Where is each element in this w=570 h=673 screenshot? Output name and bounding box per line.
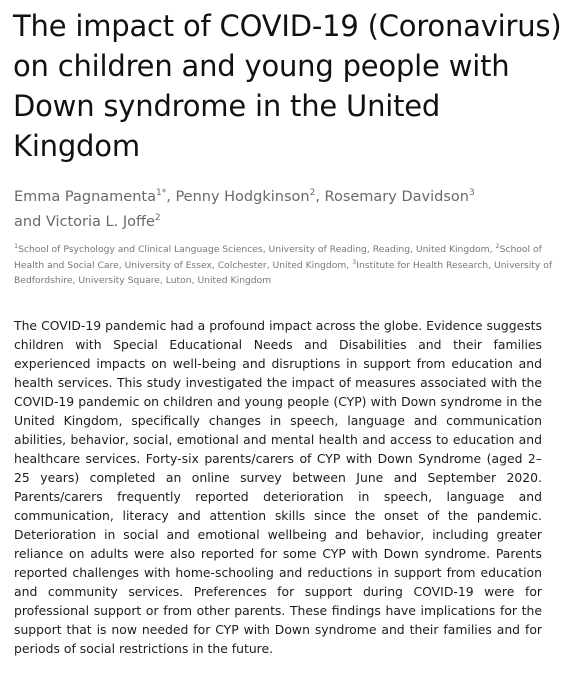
- author-affiliation-mark: 1*: [155, 188, 167, 199]
- affiliation-mark: 2: [495, 241, 500, 250]
- abstract-body: The COVID-19 pandemic had a profound impact across the globe. Evidence suggests children with Special Educational Needs and Disabilities and their families experienced impacts on well-being and disruptions in support from education and health services. This study investigated the impact of measures associated with the COVID-19 pandemic on children and young people (CYP) with Down syndrome in the United Kingdom, specifically changes in speech, language and communication abilities, behavior, social, emotional and mental health and access to education and healthcare services. Forty-six parents/carers of CYP with Down Syndrome (aged 2–25 years) completed an online survey between June and September 2020. Parents/carers frequently reported deterioration in speech, language and communication, literacy and attention skills since the onset of the pandemic. Deterioration in social and emotional wellbeing and behavior, including greater reliance on adults were also reported for some CYP with Down syndrome. Parents reported challenges with home-schooling and reductions in support from education and community services. Preferences for support during COVID-19 were for professional support or from other parents. These findings have implications for the support that is now needed for CYP with Down syndrome and their families and for periods of social restrictions in the future.: [14, 318, 542, 656]
- author-list: [14, 185, 562, 235]
- affiliation-text: Institute for Health Research, University of Bedfordshire, University Square, Luton, United Kingdom: [14, 259, 553, 286]
- affiliation-text: School of Psychology and Clinical Language Sciences, University of Reading, Reading, United Kingdom,: [18, 244, 496, 255]
- author-2: [175, 189, 324, 205]
- author-3: [325, 189, 475, 205]
- author-1: [14, 189, 175, 205]
- paper-title: The impact of COVID-19 (Coronavirus) on children and young people with Down syndrome in the United Kingdom: [13, 9, 562, 163]
- author-affiliation-mark: 2: [154, 213, 161, 224]
- author-name: Emma Pagnamenta: [14, 189, 156, 205]
- affiliation-mark: 3: [352, 257, 357, 266]
- affiliation-list: [14, 242, 562, 289]
- author-separator: ,: [315, 189, 325, 205]
- author-name: Penny Hodgkinson: [175, 189, 310, 205]
- author-name: Rosemary Davidson: [324, 189, 469, 205]
- author-affiliation-mark: 3: [468, 188, 475, 199]
- author-separator: ,: [166, 189, 176, 205]
- author-4: [14, 214, 161, 230]
- author-name: and Victoria L. Joffe: [14, 214, 155, 230]
- affiliation-text: School of Health and Social Care, University of Essex, Colchester, United Kingdom,: [14, 244, 542, 271]
- affiliation-mark: 1: [14, 241, 19, 250]
- author-affiliation-mark: 2: [309, 188, 316, 199]
